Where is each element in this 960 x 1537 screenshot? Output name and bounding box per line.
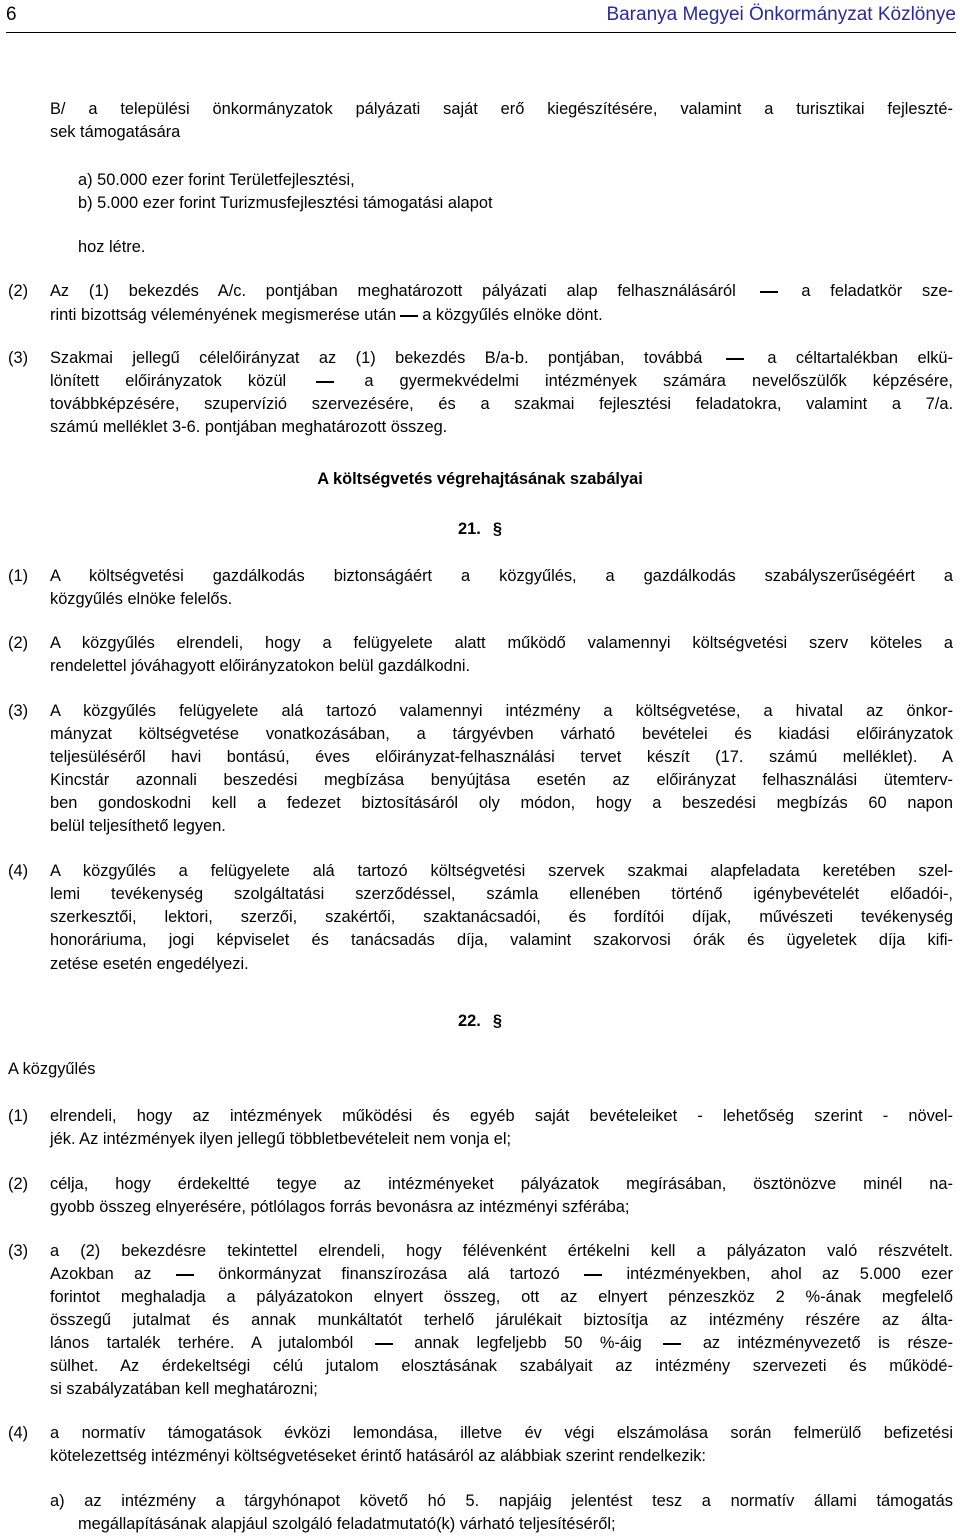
- paragraph-number: (4): [8, 1424, 29, 1442]
- s21-p1-line-1: A költségvetési gazdálkodás biztonságáért a közgyűlés, a gazdálkodás szabályszerűségéért a: [50, 567, 953, 585]
- s22-p3-line-7: si szabályzatában kell meghatározni;: [50, 1380, 318, 1398]
- s22-p4-line-1: a normatív támogatások évközi lemondása, illetve év végi elszámolása során felmerülő befizetési: [50, 1424, 953, 1442]
- text-segment: lönített előirányzatok közül: [50, 372, 287, 390]
- para-2-line-2: [50, 304, 603, 327]
- text-segment: a céltartalékban elkü-: [767, 349, 953, 367]
- s21-p3-line-1: A közgyűlés felügyelete alá tartozó valamennyi intézmény a költségvetése, a hivatal az önkor-: [50, 702, 953, 720]
- paragraph-number: (3): [8, 702, 29, 720]
- text-segment: a közgyűlés elnöke dönt.: [422, 306, 603, 324]
- block-b-line-2: sek támogatására: [50, 123, 181, 141]
- block-b-item-a: a) 50.000 ezer forint Területfejlesztési,: [78, 171, 355, 189]
- em-dash: [726, 358, 744, 360]
- s21-p4-line-4: honoráriuma, jogi képviselet és tanácsadás díja, valamint szakorvosi órák és ügyeletek díja kifi-: [50, 931, 953, 949]
- s21-p1-line-2: közgyűlés elnöke felelős.: [50, 590, 233, 608]
- text-segment: Az (1) bekezdés A/c. pontjában meghatározott pályázati alap felhasználásáról: [50, 282, 736, 300]
- page-header: [6, 2, 956, 33]
- text-segment: Azokban az: [50, 1265, 152, 1283]
- s21-p3-line-5: ben gondoskodni kell a fedezet biztosításáról oly módon, hogy a beszedési megbízás 60 napon: [50, 794, 953, 812]
- text-segment: a gyermekvédelmi intézmények számára nevelőszülők képzésére,: [364, 372, 953, 390]
- s22-p2-line-2: gyobb összeg elnyerésére, pótlólagos forrás bevonásra az intézményi szférába;: [50, 1198, 630, 1216]
- s22-p4-item-a-line-2: megállapításának alapjául szolgáló feladatmutató(k) várható teljesítéséről;: [78, 1515, 616, 1533]
- page-number: 6: [6, 4, 17, 25]
- s22-p3-line-3: forintot meghaladja a pályázatokon elnyert összeg, ott az elnyert pénzeszköz 2 %-ának megfelelő: [50, 1288, 953, 1306]
- em-dash: [375, 1343, 393, 1345]
- em-dash: [400, 315, 418, 317]
- s22-p1-line-2: jék. Az intézmények ilyen jellegű többletbevételeit nem vonja el;: [50, 1130, 512, 1148]
- paragraph-number: (1): [8, 1107, 29, 1125]
- s21-p3-line-3: teljesüléséről havi bontású, éves előirányzat-felhasználási tervet készít (17. számú melléklet). A: [50, 748, 953, 766]
- text-segment: intézményekben, ahol az 5.000 ezer: [626, 1265, 953, 1283]
- s21-p4-line-5: zetése esetén engedélyezi.: [50, 955, 249, 973]
- section-sign: §: [492, 520, 502, 538]
- block-b-line-1: B/ a települési önkormányzatok pályázati saját erő kiegészítésére, valamint a turisztikai fejleszté-: [50, 100, 953, 118]
- block-b-item-b: b) 5.000 ezer forint Turizmusfejlesztési támogatási alapot: [78, 194, 493, 212]
- s22-p3-line-4: összegű jutalmat és annak munkáltatót terhelő járulékait biztosítja az intézmény részére az álta-: [50, 1311, 953, 1329]
- text-segment: a feladatkör sze-: [801, 282, 953, 300]
- section-sign: §: [492, 1012, 502, 1030]
- paragraph-number: (2): [8, 1175, 29, 1193]
- s22-intro: A közgyűlés: [8, 1060, 96, 1078]
- s21-p3-line-2: mányzat költségvetése vonatkozásában, a tárgyévben várható bevételei és kiadási előirányzatok: [50, 725, 953, 743]
- paragraph-number: (3): [8, 1242, 29, 1260]
- s22-p4-line-2: kötelezettség intézményi költségvetéseket érintő hatásáról az alábbiak szerint rendelkezik:: [50, 1447, 706, 1465]
- s21-p4-line-1: A közgyűlés a felügyelete alá tartozó költségvetési szervek szakmai alapfeladata keretében szel-: [50, 862, 953, 880]
- paragraph-number: (1): [8, 567, 29, 585]
- section-number: 22.: [458, 1012, 481, 1030]
- s21-p2-line-1: A közgyűlés elrendeli, hogy a felügyelete alatt működő valamennyi költségvetési szerv köteles a: [50, 634, 953, 652]
- para-3-line-1: [50, 347, 953, 370]
- s21-p3-line-4: Kincstár azonnali beszedési megbízása benyújtása esetén az előirányzat felhasználási ütemterv-: [50, 771, 953, 789]
- s21-p4-line-3: szerkesztői, lektori, szerzői, szakértői, szaktanácsadói, és fordítói díjak, művészeti tevékenység: [50, 908, 953, 926]
- s22-p3-line-1: a (2) bekezdésre tekintettel elrendeli, hogy félévenként értékelni kell a pályázaton való részvételt.: [50, 1242, 953, 1260]
- journal-title: Baranya Megyei Önkormányzat Közlönye: [606, 4, 956, 25]
- text-segment: Szakmai jellegű célelőirányzat az (1) bekezdés B/a-b. pontjában, továbbá: [50, 349, 703, 367]
- paragraph-number: (4): [8, 862, 29, 880]
- paragraph-number: (3): [8, 349, 29, 367]
- s22-p3-line-2: [50, 1263, 953, 1286]
- block-b-closing: hoz létre.: [78, 238, 146, 256]
- text-segment: annak legfeljebb 50 %-áig: [414, 1334, 642, 1352]
- em-dash: [663, 1343, 681, 1345]
- em-dash: [316, 381, 334, 383]
- para-3-line-2: [50, 370, 953, 393]
- text-segment: lános tartalék terhére. A jutalomból: [50, 1334, 354, 1352]
- para-3-line-3: továbbképzésére, szupervízió szervezésére, és a szakmai fejlesztési feladatokra, valamint a 7/a.: [50, 395, 953, 413]
- s21-p2-line-2: rendelettel jóváhagyott előirányzatokon belül gazdálkodni.: [50, 657, 471, 675]
- text-segment: az intézményvezető is része-: [702, 1334, 954, 1352]
- section-number: 21.: [458, 520, 481, 538]
- para-2-line-1: [50, 280, 953, 303]
- s22-p3-line-6: sülhet. Az érdekeltségi célú jutalom elosztásának szabályait az intézmény szervezeti és működé-: [50, 1357, 953, 1375]
- em-dash: [584, 1274, 602, 1276]
- section-title: A költségvetés végrehajtásának szabályai: [317, 470, 643, 488]
- text-segment: önkormányzat finanszírozása alá tartozó: [218, 1265, 560, 1283]
- s22-p1-line-1: elrendeli, hogy az intézmények működési és egyéb saját bevételeiket - lehetőség szerint - növel-: [50, 1107, 953, 1125]
- section-22-heading: [0, 1010, 960, 1033]
- section-21-heading: [0, 518, 960, 541]
- s21-p4-line-2: lemi tevékenység szolgáltatási szerződéssel, számla ellenében történő igénybevételét előadói-,: [50, 885, 953, 903]
- s22-p4-item-a-line-1: a) az intézmény a tárgyhónapot követő hó 5. napjáig jelentést tesz a normatív állami támogatás: [50, 1492, 953, 1510]
- paragraph-number: (2): [8, 634, 29, 652]
- text-segment: rinti bizottság véleményének megismerése után: [50, 306, 397, 324]
- s22-p2-line-1: célja, hogy érdekeltté tegye az intézményeket pályázatok megírásában, ösztönözve minél na-: [50, 1175, 953, 1193]
- para-3-line-4: számú melléklet 3-6. pontjában meghatározott összeg.: [50, 418, 448, 436]
- em-dash: [176, 1274, 194, 1276]
- paragraph-number: (2): [8, 282, 29, 300]
- em-dash: [760, 291, 778, 293]
- s22-p3-line-5: [50, 1332, 953, 1355]
- s21-p3-line-6: belül teljesíthető legyen.: [50, 817, 226, 835]
